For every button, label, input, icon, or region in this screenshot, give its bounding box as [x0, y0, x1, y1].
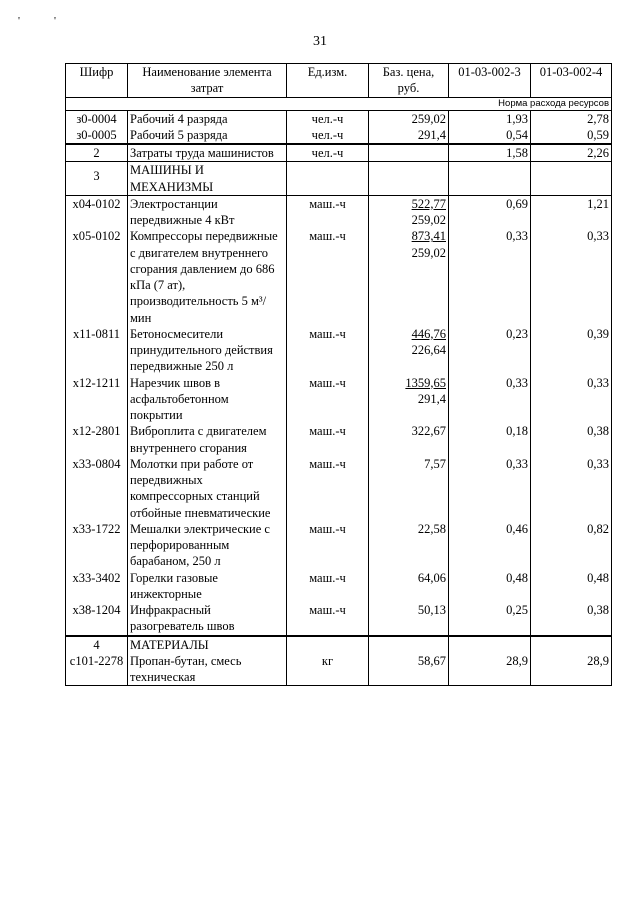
norm-value-1	[449, 162, 531, 196]
base-price	[369, 423, 449, 456]
base-price	[369, 636, 449, 653]
header-name-line2: затрат	[190, 81, 224, 96]
header-code: Шифр	[66, 64, 128, 98]
table-row	[66, 110, 612, 127]
norm-label-row	[66, 97, 612, 110]
base-price	[369, 570, 449, 603]
norm-value-2: 2,26	[531, 144, 612, 162]
resource-code: с101-2278	[66, 653, 128, 686]
norm-value-2: 1,21	[531, 195, 612, 228]
table-header-row	[66, 64, 612, 98]
header-name-line1: Наименование элемента	[142, 65, 272, 79]
table-row	[66, 326, 612, 375]
resource-name: Электростанции передвижные 4 кВт	[128, 195, 287, 228]
base-price	[369, 195, 449, 228]
resource-code: з0-0004	[66, 110, 128, 127]
resource-norms-table	[65, 63, 612, 686]
norm-value-2: 28,9	[531, 653, 612, 686]
resource-unit: маш.-ч	[287, 375, 369, 424]
header-price-line1: Баз. цена,	[382, 65, 435, 79]
resource-code: з0-0005	[66, 127, 128, 144]
resource-name: Бетоносмесители принудительного действия передвижные 250 л	[128, 326, 287, 375]
resource-unit: маш.-ч	[287, 602, 369, 636]
resource-unit: маш.-ч	[287, 521, 369, 570]
base-price	[369, 521, 449, 570]
norm-value-1: 28,9	[449, 653, 531, 686]
header-unit: Ед.изм.	[287, 64, 369, 98]
section-number: 2	[66, 144, 128, 162]
base-price-total: 22,58	[417, 521, 446, 536]
base-price-total: 64,06	[417, 570, 446, 585]
table-row	[66, 195, 612, 228]
norm-value-2: 0,38	[531, 602, 612, 636]
resource-code: х38-1204	[66, 602, 128, 636]
corner-mark: '	[18, 15, 20, 27]
resource-code: х33-0804	[66, 456, 128, 521]
resource-code: х12-2801	[66, 423, 128, 456]
resource-unit: маш.-ч	[287, 423, 369, 456]
base-price	[369, 162, 449, 196]
base-price	[369, 375, 449, 424]
resource-name: Горелки газовые инжекторные	[128, 570, 287, 603]
table-row	[66, 521, 612, 570]
resource-code: х33-1722	[66, 521, 128, 570]
resource-name: Пропан-бутан, смесь техническая	[128, 653, 287, 686]
base-price	[369, 228, 449, 326]
section-number-text: 3	[93, 169, 100, 184]
norm-value-2: 0,33	[531, 375, 612, 424]
section-title-line1: МАШИНЫ И	[130, 163, 204, 178]
section-row	[66, 162, 612, 196]
section-title	[128, 162, 287, 196]
resource-unit: чел.-ч	[287, 144, 369, 162]
section-row	[66, 144, 612, 162]
norm-value-2	[531, 636, 612, 653]
norm-value-1: 0,18	[449, 423, 531, 456]
base-price-total: 50,13	[417, 603, 446, 617]
section-number: 4	[66, 636, 128, 653]
section-row	[66, 636, 612, 653]
resource-unit: чел.-ч	[287, 110, 369, 127]
base-price: 259,02	[369, 110, 449, 127]
base-price-wages: 226,64	[411, 343, 446, 357]
norm-value-1	[449, 636, 531, 653]
header-col2: 01-03-002-4	[531, 64, 612, 98]
base-price: 291,4	[369, 127, 449, 144]
base-price-total: 873,41	[411, 229, 446, 244]
resource-name: Инфракрасный разогреватель швов	[128, 602, 287, 636]
resource-unit: кг	[287, 653, 369, 686]
base-price-total: 522,77	[411, 196, 446, 211]
resource-code: х12-1211	[66, 375, 128, 424]
resource-code: х04-0102	[66, 195, 128, 228]
resource-name: Рабочий 4 разряда	[128, 110, 287, 127]
norm-value-1: 0,23	[449, 326, 531, 375]
base-price	[369, 144, 449, 162]
norm-value-2: 0,59	[531, 127, 612, 144]
norm-value-1: 0,54	[449, 127, 531, 144]
base-price-total: 322,67	[411, 424, 446, 439]
norm-value-2: 0,38	[531, 423, 612, 456]
resource-unit: маш.-ч	[287, 570, 369, 603]
section-number	[66, 162, 128, 196]
table-row	[66, 375, 612, 424]
norm-value-1: 0,33	[449, 228, 531, 326]
section-title: МАТЕРИАЛЫ	[128, 636, 287, 653]
corner-mark: '	[54, 15, 56, 27]
base-price	[369, 456, 449, 521]
resource-code: х05-0102	[66, 228, 128, 326]
base-price-wages: 291,4	[417, 391, 446, 406]
norm-value-2: 0,82	[531, 521, 612, 570]
table-row	[66, 653, 612, 686]
table-row	[66, 602, 612, 636]
resource-unit: чел.-ч	[287, 127, 369, 144]
norm-value-2: 0,39	[531, 326, 612, 375]
header-col1: 01-03-002-3	[449, 64, 531, 98]
resource-unit	[287, 162, 369, 196]
base-price	[369, 602, 449, 636]
base-price-total: 7,57	[424, 456, 446, 471]
norm-value-1: 0,48	[449, 570, 531, 603]
resource-unit: маш.-ч	[287, 195, 369, 228]
norm-value-1: 1,58	[449, 144, 531, 162]
resource-name: Компрессоры передвижные с двигателем внутреннего сгорания давлением до 686 кПа (7 ат), производительность 5 м³/мин	[128, 228, 287, 326]
resource-name: Виброплита с двигателем внутреннего сгорания	[128, 423, 287, 456]
resource-unit: маш.-ч	[287, 456, 369, 521]
norm-value-1: 0,33	[449, 456, 531, 521]
norm-value-2: 0,48	[531, 570, 612, 603]
norm-value-1: 0,25	[449, 602, 531, 636]
base-price: 58,67	[369, 653, 449, 686]
base-price	[369, 326, 449, 375]
base-price-total: 446,76	[411, 326, 446, 341]
norm-value-1: 1,93	[449, 110, 531, 127]
resource-name: Мешалки электрические с перфорированным барабаном, 250 л	[128, 521, 287, 570]
table-row	[66, 423, 612, 456]
resource-unit: маш.-ч	[287, 228, 369, 326]
table-row	[66, 456, 612, 521]
norm-value-2	[531, 162, 612, 196]
header-name	[128, 64, 287, 98]
page-number: 31	[313, 34, 327, 49]
norm-value-1: 0,46	[449, 521, 531, 570]
resource-name: Рабочий 5 разряда	[128, 127, 287, 144]
resource-name: Нарезчик швов в асфальтобетонном покрытии	[128, 375, 287, 424]
resource-code: х11-0811	[66, 326, 128, 375]
base-price-total: 1359,65	[405, 375, 446, 390]
header-price-line2: руб.	[397, 81, 420, 96]
table-row	[66, 127, 612, 144]
resource-code: х33-3402	[66, 570, 128, 603]
section-title-line2: МЕХАНИЗМЫ	[130, 179, 214, 194]
norm-value-2: 0,33	[531, 228, 612, 326]
norm-value-2: 2,78	[531, 110, 612, 127]
resource-unit: маш.-ч	[287, 326, 369, 375]
resource-name: Молотки при работе от передвижных компрессорных станций отбойные пневматические	[128, 456, 287, 521]
resource-unit	[287, 636, 369, 653]
resource-name: Затраты труда машинистов	[128, 144, 287, 162]
norm-value-1: 0,33	[449, 375, 531, 424]
norm-value-1: 0,69	[449, 195, 531, 228]
norm-value-2: 0,33	[531, 456, 612, 521]
header-price	[369, 64, 449, 98]
table-row	[66, 570, 612, 603]
table-row	[66, 228, 612, 326]
base-price-wages: 259,02	[411, 245, 446, 260]
norm-label: Норма расхода ресурсов	[66, 97, 612, 110]
base-price-wages: 259,02	[411, 213, 446, 227]
